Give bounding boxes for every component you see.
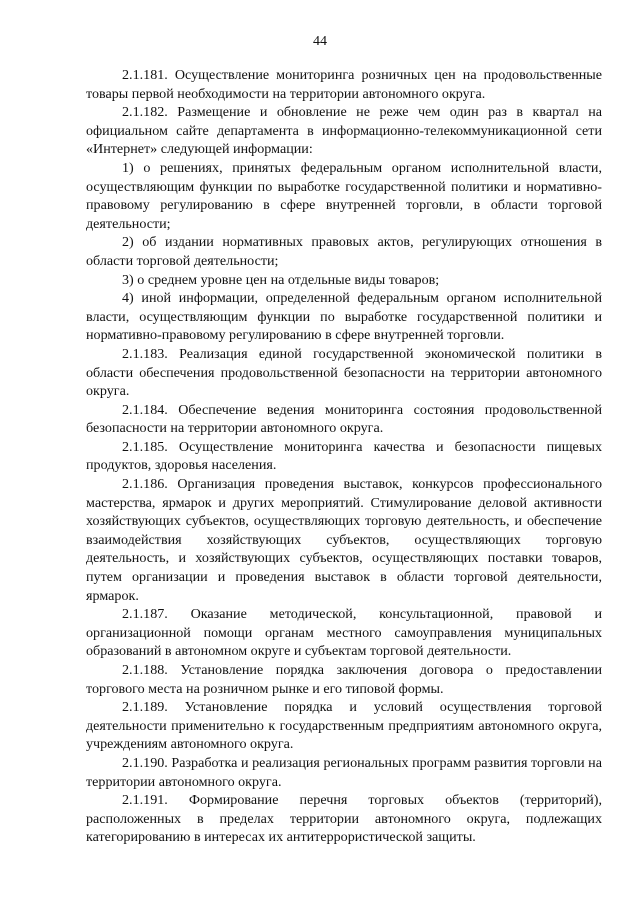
paragraph-2-1-187: 2.1.187. Оказание методической, консультационной, правовой и организационной помощи органам местного самоуправления муниципальных образований в автономном округе и субъектам торговой деятельности. bbox=[86, 606, 602, 660]
paragraph-2-1-191: 2.1.191. Формирование перечня торговых объектов (территорий), расположенных в пределах территории автономного округа, подлежащих категорированию в интересах их антитеррористической защиты. bbox=[86, 792, 602, 846]
paragraph-2-1-188: 2.1.188. Установление порядка заключения договора о предоставлении торгового места на розничном рынке и его типовой формы. bbox=[86, 662, 602, 697]
list-item-1: 1) о решениях, принятых федеральным органом исполнительной власти, осуществляющим функции по выработке государственной политики и нормативно-правовому регулированию в сфере внутренней торговли, в области торговой деятельности; bbox=[86, 159, 602, 232]
list-item-2: 2) об издании нормативных правовых актов, регулирующих отношения в области торговой деятельности; bbox=[86, 234, 602, 269]
paragraph-2-1-184: 2.1.184. Обеспечение ведения мониторинга состояния продовольственной безопасности на территории автономного округа. bbox=[86, 401, 602, 437]
paragraph-2-1-190: 2.1.190. Разработка и реализация региональных программ развития торговли на территории автономного округа. bbox=[86, 754, 602, 790]
list-item-3: 3) о среднем уровне цен на отдельные виды товаров; bbox=[122, 271, 440, 288]
page-number: 44 bbox=[313, 34, 327, 49]
list-item-4: 4) иной информации, определенной федеральным органом исполнительной власти, осуществляющим функции по выработке государственной политики и нормативно-правовому регулированию в сфере внутренней торговли. bbox=[86, 290, 602, 344]
paragraph-2-1-186: 2.1.186. Организация проведения выставок, конкурсов профессионального мастерства, ярмарок и других мероприятий. Стимулирование деловой активности хозяйствующих субъектов, осуществляющих торговую деятельность, и обеспечение взаимодействия хозяйствующих субъектов, осуществляющих торговую деятельность, и хозяйствующих субъектов, осуществляющих поставки товаров, путем организации и проведения выставок в области торговой деятельности, ярмарок. bbox=[86, 476, 602, 604]
paragraph-2-1-181: 2.1.181. Осуществление мониторинга розничных цен на продовольственные товары первой необходимости на территории автономного округа. bbox=[86, 67, 602, 102]
document-body bbox=[86, 66, 602, 847]
paragraph-2-1-183: 2.1.183. Реализация единой государственной экономической политики в области обеспечения продовольственной безопасности на территории автономного округа. bbox=[86, 345, 602, 400]
paragraph-2-1-182: 2.1.182. Размещение и обновление не реже чем один раз в квартал на официальном сайте департамента в информационно-телекоммуникационной сети «Интернет» следующей информации: bbox=[86, 104, 602, 158]
paragraph-2-1-189: 2.1.189. Установление порядка и условий осуществления торговой деятельности применительно к государственным предприятиям автономного округа, учреждениям автономного округа. bbox=[86, 699, 602, 753]
paragraph-2-1-185: 2.1.185. Осуществление мониторинга качества и безопасности пищевых продуктов, здоровья населения. bbox=[86, 438, 602, 474]
